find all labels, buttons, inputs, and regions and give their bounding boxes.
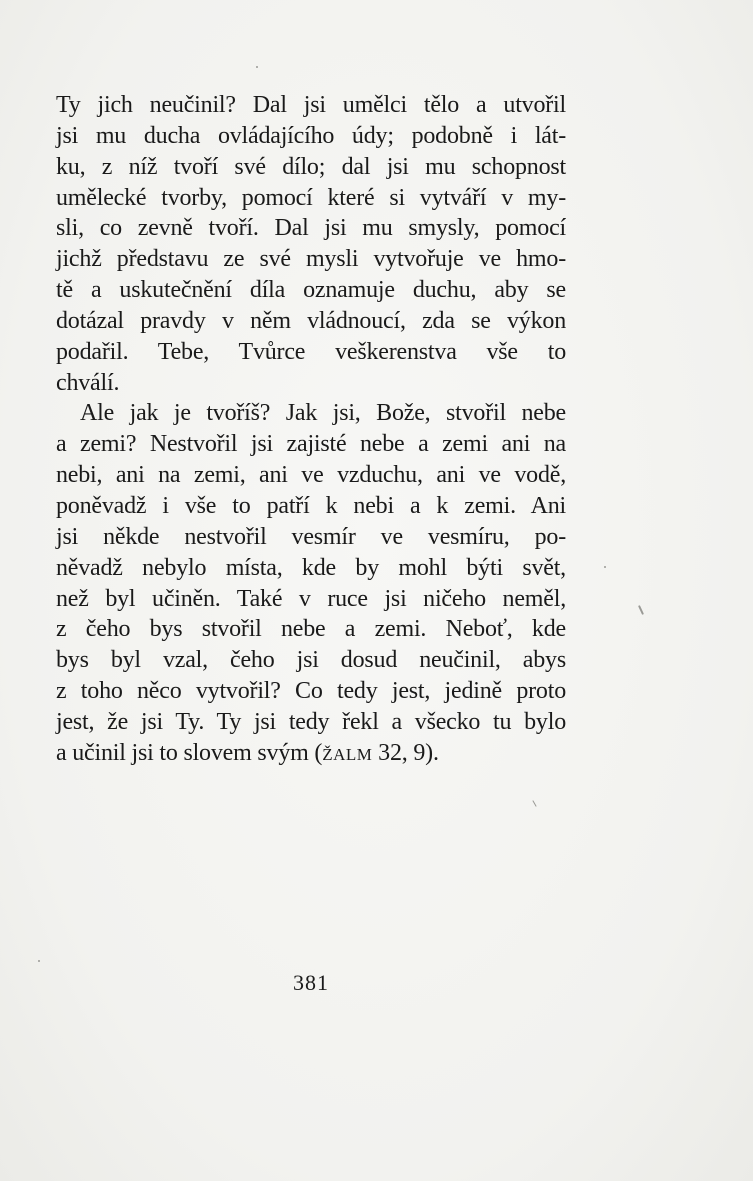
paper-speck: [604, 566, 606, 568]
text-line: poněvadž i vše to patří k nebi a k zemi. Ani: [56, 492, 566, 519]
paper-speck: [38, 960, 40, 962]
text-line: umělecké tvorby, pomocí které si vytváří v my-: [56, 184, 566, 211]
text-line: ku, z níž tvoří své dílo; dal jsi mu schopnost: [56, 153, 566, 180]
text-line: z toho něco vytvořil? Co tedy jest, jedině proto: [56, 678, 566, 705]
paragraph-start-line: Ale jak je tvoříš? Jak jsi, Bože, stvořil nebe: [80, 400, 566, 427]
scripture-reference: ŽALM: [322, 744, 373, 764]
paper-speck: [256, 66, 258, 68]
text-line: sli, co zevně tvoří. Dal jsi mu smysly, pomocí: [56, 215, 566, 242]
text-line: než byl učiněn. Také v ruce jsi ničeho neměl,: [56, 585, 566, 612]
text-line: jsi mu ducha ovládajícího údy; podobně i lát-: [56, 122, 566, 149]
text-line: chválí.: [56, 369, 120, 396]
text-line: jichž představu ze své mysli vytvořuje ve hmo-: [56, 246, 566, 273]
final-line-prefix: a učinil jsi to slovem svým (: [56, 739, 323, 766]
body-text: [56, 90, 566, 769]
text-line: tě a uskutečnění díla oznamuje duchu, aby se: [56, 277, 566, 304]
page-number: 381: [293, 970, 329, 995]
text-line: jest, že jsi Ty. Ty jsi tedy řekl a všecko tu bylo: [56, 708, 566, 735]
text-line: dotázal pravdy v něm vládnoucí, zda se výkon: [56, 307, 566, 334]
paper-speck: [532, 800, 536, 807]
text-line: a zemi? Nestvořil jsi zajisté nebe a zemi ani na: [56, 431, 566, 458]
final-line-suffix: 32, 9).: [372, 739, 439, 766]
text-line: jsi někde nestvořil vesmír ve vesmíru, po-: [56, 523, 566, 550]
text-line: Ty jich neučinil? Dal jsi umělci tělo a utvořil: [56, 92, 566, 118]
final-text-line: [56, 738, 566, 769]
text-line: bys byl vzal, čeho jsi dosud neučinil, abys: [56, 647, 566, 674]
paper-speck: [638, 605, 644, 615]
text-line: podařil. Tebe, Tvůrce veškerenstva vše to: [56, 338, 566, 365]
text-line: z čeho bys stvořil nebe a zemi. Neboť, kde: [56, 616, 566, 643]
text-line: nebi, ani na zemi, ani ve vzduchu, ani ve vodě,: [56, 462, 566, 489]
text-line: něvadž nebylo místa, kde by mohl býti svět,: [56, 554, 566, 581]
